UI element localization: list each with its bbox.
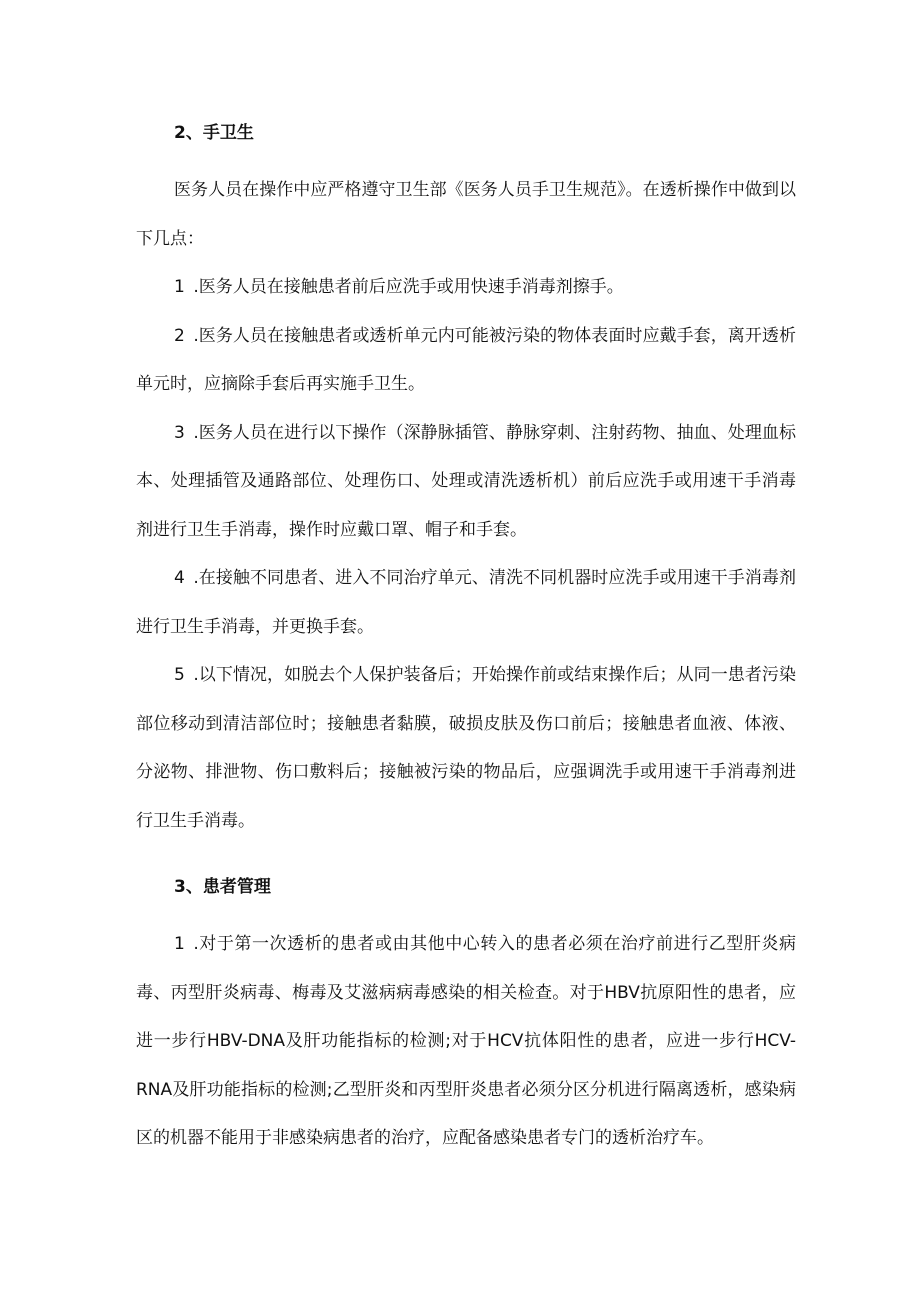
paragraph-patient-item-1: 1 .对于第一次透析的患者或由其他中心转入的患者必须在治疗前进行乙型肝炎病毒、丙型肝炎病毒、梅毒及艾滋病病毒感染的相关检查。对于HBV抗原阳性的患者，应进一步行HBV-DNA及肝功能指标的检测;对于HCV抗体阳性的患者，应进一步行HCV-RNA及肝功能指标的检测;乙型肝炎和丙型肝炎患者必须分区分机进行隔离透析，感染病区的机器不能用于非感染病患者的治疗，应配备感染患者专门的透析治疗车。 bbox=[136, 934, 796, 1148]
paragraph-item-4: 4 .在接触不同患者、进入不同治疗单元、清洗不同机器时应洗手或用速干手消毒剂进行卫生手消毒，并更换手套。 bbox=[136, 568, 796, 637]
paragraph-item-1: 1 .医务人员在接触患者前后应洗手或用快速手消毒剂擦手。 bbox=[174, 277, 624, 297]
spacer bbox=[136, 845, 796, 870]
spacer bbox=[136, 904, 796, 920]
paragraph-intro: 医务人员在操作中应严格遵守卫生部《医务人员手卫生规范》。在透析操作中做到以下几点： bbox=[136, 180, 796, 249]
paragraph-item-3: 3 .医务人员在进行以下操作（深静脉插管、静脉穿刺、注射药物、抽血、处理血标本、处理插管及通路部位、处理伤口、处理或清洗透析机）前后应洗手或用速干手消毒剂进行卫生手消毒，操作时应戴口罩、帽子和手套。 bbox=[136, 422, 796, 540]
document-body bbox=[136, 116, 796, 1163]
section-heading-patient-management: 3、患者管理 bbox=[174, 877, 271, 897]
spacer bbox=[136, 150, 796, 166]
paragraph-item-2: 2 .医务人员在接触患者或透析单元内可能被污染的物体表面时应戴手套，离开透析单元时，应摘除手套后再实施手卫生。 bbox=[136, 325, 796, 394]
section-heading-hand-hygiene: 2、手卫生 bbox=[174, 123, 254, 143]
paragraph-item-5: 5 .以下情况，如脱去个人保护装备后；开始操作前或结束操作后；从同一患者污染部位移动到清洁部位时；接触患者黏膜，破损皮肤及伤口前后；接触患者血液、体液、分泌物、排泄物、伤口敷料后；接触被污染的物品后，应强调洗手或用速干手消毒剂进行卫生手消毒。 bbox=[136, 665, 796, 831]
